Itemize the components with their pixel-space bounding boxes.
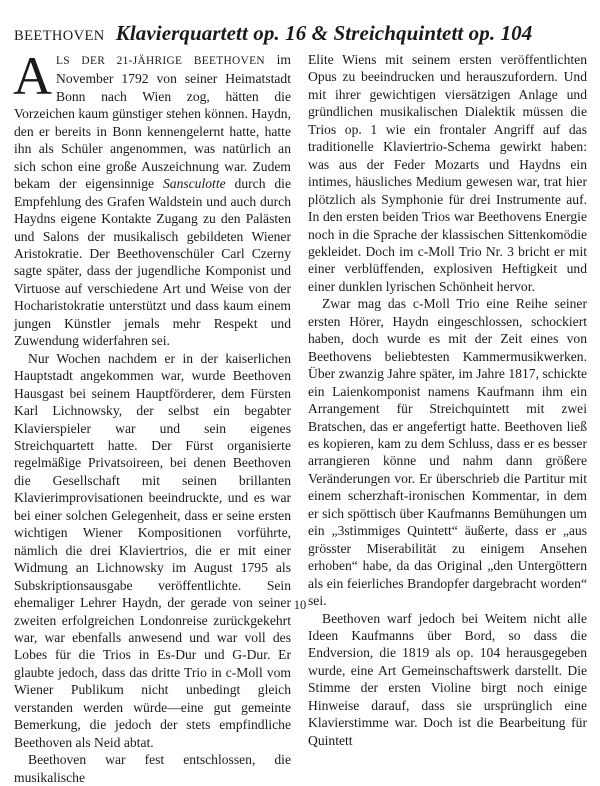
paragraph-2: Nur Wochen nachdem er in der kaiserlichen Hauptstadt angekommen war, wurde Beethoven Hausgast bei seinem Hauptförderer, dem Fürsten Karl Lichnowsky, der selbst ein begabter Klavierspieler war und sein eigenes Streichquartett hatte. Der Fürst organisierte regelmäßige Privatsoireen, bei denen Beethoven die Gesellschaft mit seinen brillanten Klavierimprovisationen beeindruckte, und es war bei einer solchen Gelegenheit, dass er seine ersten wichtigen Wiener Kompositionen vorführte, nämlich die drei Klaviertrios, die er mit einer Widmung an Lichnowsky im August 1795 als Subskriptionsausgabe veröffentlichte. Sein ehemaliger Lehrer Haydn, der gerade von seiner zweiten erfolgreichen Londonreise zurückgekehrt war, war ebenfalls anwesend und war voll des Lobes für die Trios in Es-Dur und G-Dur. Er glaubte jedoch, dass das dritte Trio in c-Moll vom Wiener Publikum nicht unbedingt gleich verstanden werden würde—eine gut gemeinte Bemerkung, die jedoch der stets empfindliche Beethoven als Neid abtat. [14,350,291,750]
paragraph-5: Zwar mag das c-Moll Trio eine Reihe seiner ersten Hörer, Haydn eingeschlossen, schockiert haben, doch wurde es mit der Zeit eines von Beethovens beliebtesten Kammermusikwerken. Über zwanzig Jahre später, im Jahre 1817, schickte ein Laienkomponist namens Kaufmann ihm ein Arrangement für Streichquintett mit zwei Bratschen, das er angefertigt hatte. Beethoven ließ es kopieren, kam zu dem Schluss, dass er es besser arrangieren könne und nahm dann größere Veränderungen vor. Er überschrieb die Partitur mit einem scherzhaft-ironischen Kommentar, in dem er sich spöttisch über Kaufmanns Bemühungen um ein „3stimmiges Quintett“ äußerte, dass er „aus grösster Miserabilität zu einigem Ansehen erhoben“ habe, da das Original „den Untergöttern als ein feierliches Brandopfer dargebracht worden“ sei. [308,296,587,609]
composer-name: BEETHOVEN [14,28,105,44]
page-number: 10 [293,598,307,612]
lead-smallcaps: LS DER 21-JÄHRIGE BEETHOVEN [56,55,265,67]
paragraph-3: Beethoven war fest entschlossen, die musikalische [14,752,291,785]
italic-word: Sansculotte [162,176,226,192]
page-title [14,20,590,49]
left-column [13,46,291,786]
works-title: Klavierquartett op. 16 & Streichquintett op. 104 [115,21,533,45]
drop-cap: A [13,46,52,106]
paragraph-4: Elite Wiens mit seinem ersten veröffentlichten Opus zu beeindrucken und herauszufordern. Und mit ihrer gewichtigen viersätzigen Anlage und gründlichen musikalischen Dialektik müssen die Trios op. 1 wie ein frontaler Angriff auf das traditionelle Klaviertrio-Schema gewirkt haben: was aus der Feder Mozarts und Haydns ein intimes, häusliches Medium gewesen war, trat hier plötzlich als Symphonie für drei Instrumente auf. In den ersten beiden Trios war Beethovens Energie noch in die Sprache der klassischen Sittenkomödie gekleidet. Doch im c-Moll Trio Nr. 3 bricht er mit einer verblüffenden, explosiven Heftigkeit und einer dunklen lyrischen Schönheit hervor. [308,52,587,294]
right-column [308,51,587,749]
paragraph-1-text-b: durch die Empfehlung des Grafen Waldstein und auch durch Haydns eigene Kontakte Zugang zu den Palästen und Salons der musikalisch gebildeten Wiener Aristokratie. Der Beethovenschüler Carl Czerny sagte später, dass der jugendliche Komponist und Virtuose auf verschiedene Art und Weise von der Hocharistokratie unterstützt und dass kaum einem jungen Künstler jemals mehr Respekt und Zuwendung widerfahren sei. [14,176,291,349]
paragraph-1 [13,46,291,350]
paragraph-6: Beethoven warf jedoch bei Weitem nicht alle Ideen Kaufmanns über Bord, so dass die Endversion, die 1819 als op. 104 herausgegeben wurde, eine Art Gemeinschaftswerk darstellt. Die Stimme der ersten Violine birgt noch einige Hinweise darauf, dass sie ursprünglich eine Klavierstimme war. Doch ist die Bearbeitung für Quintett [308,610,587,748]
paragraph-1-text-a: im November 1792 von seiner Heimatstadt Bonn nach Wien zog, hätten die Vorzeichen kaum günstiger stehen können. Haydn, den er bereits in Bonn kennengelernt hatte, hatte ihn als Schüler angenommen, was natürlich an sich schon eine große Auszeichnung war. Zudem bekam der eigensinnige [14,52,291,192]
